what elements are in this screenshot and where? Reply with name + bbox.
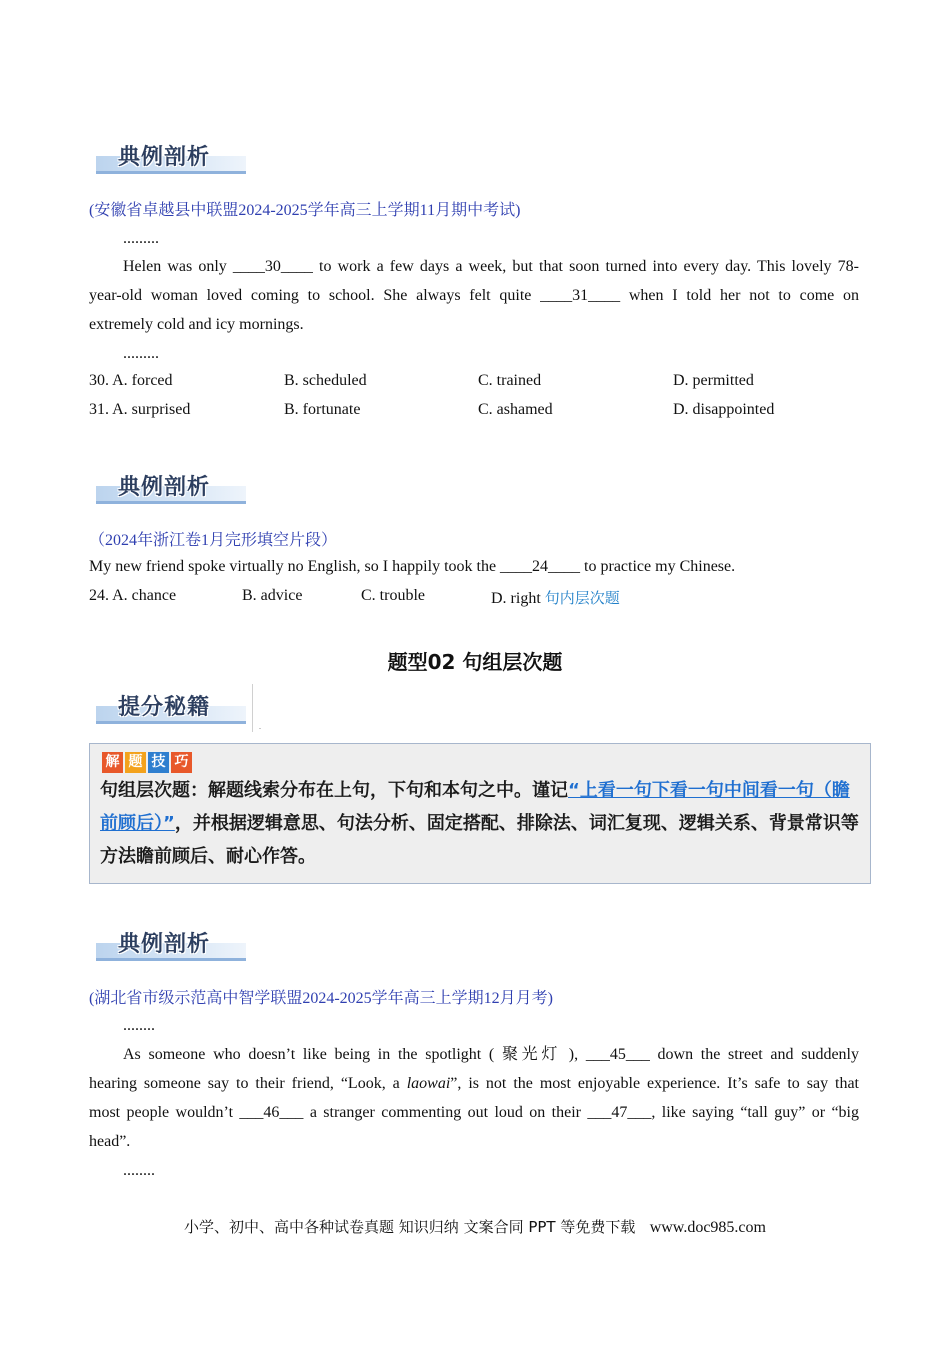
footer-text: 小学、初中、高中各种试卷真题 知识归纳 文案合同 PPT 等免费下载 <box>184 1218 636 1236</box>
q24-option-b: B. advice <box>242 587 303 604</box>
tag-qiao: 巧 <box>171 752 192 773</box>
tips-text-before: 句组层次题：解题线索分布在上句，下句和本句之中。谨记 <box>100 780 568 801</box>
q31-option-b: B. fortunate <box>284 401 361 418</box>
banner-label: 典例剖析 <box>118 145 211 170</box>
section-banner-analysis-1 <box>96 138 248 178</box>
section-banner-analysis-2 <box>96 468 248 508</box>
footer-url[interactable]: www.doc985.com <box>649 1219 766 1236</box>
example1-source: (安徽省卓越县中联盟2024-2025学年高三上学期11月期中考试) <box>89 202 521 219</box>
q30-option-d: D. permitted <box>673 372 754 389</box>
example3-dots-bottom: ........ <box>123 1162 155 1179</box>
example3-dots-top: ........ <box>123 1017 155 1034</box>
tips-box <box>89 743 871 884</box>
question-type-tag: 句内层次题 <box>544 589 620 607</box>
section-banner-analysis-3 <box>96 925 248 965</box>
example3-line2 <box>89 1069 859 1098</box>
divider <box>252 684 253 732</box>
example1-line1: Helen was only ____30____ to work a few days a week, but that soon turned into every day. This lovely 78- <box>123 258 859 275</box>
example2-sentence: My new friend spoke virtually no English, so I happily took the ____24____ to practice my Chinese. <box>89 558 736 575</box>
example1-dots-bottom: ......... <box>123 345 159 362</box>
example1-dots-top: ......... <box>123 230 159 247</box>
example1-line3: extremely cold and icy mornings. <box>89 316 304 333</box>
section-banner-tips <box>96 688 248 728</box>
example2-source: （2024年浙江卷1月完形填空片段） <box>89 532 338 549</box>
tag-ti: 题 <box>125 752 146 773</box>
dot-mark: . <box>259 722 261 731</box>
tips-text-highlight: “上看一句下看一句中间看一句（瞻前顾后）” <box>100 780 850 834</box>
example3-line2-pre: hearing someone say to their friend, “Look, a <box>89 1075 407 1092</box>
example3-line4: head”. <box>89 1133 131 1150</box>
banner-label: 典例剖析 <box>118 475 211 500</box>
q30-option-a: 30. A. forced <box>89 372 173 389</box>
q31-option-d: D. disappointed <box>673 401 775 418</box>
q30-option-b: B. scheduled <box>284 372 367 389</box>
tips-text <box>100 774 860 873</box>
q31-option-c: C. ashamed <box>478 401 553 418</box>
example3-line3: most people wouldn’t ___46___ a stranger commenting out loud on their ___47___, like saying “tall guy” or “big <box>89 1104 859 1121</box>
q24-option-a: 24. A. chance <box>89 587 177 604</box>
section-heading: 题型02 句组层次题 <box>387 650 563 674</box>
q24-option-c: C. trouble <box>361 587 425 604</box>
banner-label: 典例剖析 <box>118 932 211 957</box>
q30-option-c: C. trained <box>478 372 542 389</box>
example1-line2: year-old woman loved coming to school. She always felt quite ____31____ when I told her not to come on <box>89 287 859 304</box>
banner-label: 提分秘籍 <box>118 695 211 720</box>
tag-jie: 解 <box>102 752 123 773</box>
q24-option-d <box>491 587 620 608</box>
example3-line2-post: ”, is not the most enjoyable experience. It’s safe to say that <box>450 1075 860 1092</box>
footer <box>0 1216 950 1237</box>
tag-ji: 技 <box>148 752 169 773</box>
q31-option-a: 31. A. surprised <box>89 401 191 418</box>
q24-option-d-text: D. right <box>491 590 541 607</box>
example3-line2-italic: laowai <box>406 1075 451 1092</box>
example3-line1: As someone who doesn’t like being in the spotlight ( 聚光灯 ), ___45___ down the street and suddenly <box>123 1046 859 1063</box>
example3-source: (湖北省市级示范高中智学联盟2024-2025学年高三上学期12月月考) <box>89 990 553 1007</box>
tips-text-after: ，并根据逻辑意思、句法分析、固定搭配、排除法、词汇复现、逻辑关系、背景常识等方法瞻前顾后、耐心作答。 <box>100 813 859 867</box>
